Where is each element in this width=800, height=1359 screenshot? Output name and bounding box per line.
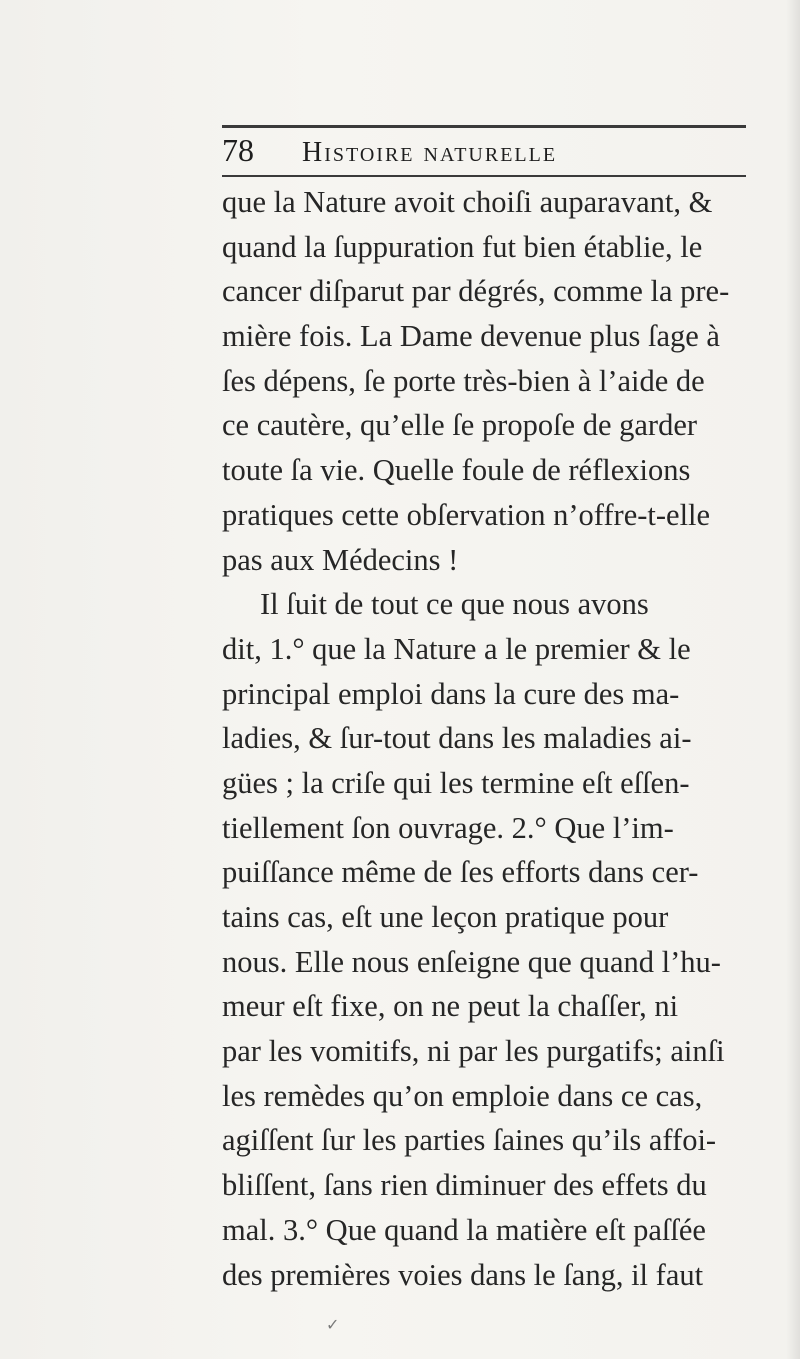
header-rule: [222, 175, 746, 177]
page-number: 78: [222, 132, 254, 168]
text-line: par les vomitifs, ni par les purgatifs; ainſi: [222, 1034, 725, 1069]
text-line: tains cas, eſt une leçon pratique pour: [222, 900, 669, 934]
pencil-tick-mark: ✓: [326, 1315, 340, 1334]
top-rule: [222, 125, 746, 128]
text-line: cancer diſparut par dégrés, comme la pre-: [222, 274, 730, 309]
text-line: des premières voies dans le ſang, il faut: [222, 1257, 704, 1292]
text-line: gües ; la criſe qui les termine eſt eſſen-: [222, 765, 690, 800]
body-text: [222, 180, 762, 1297]
text-line: que la Nature avoit choiſi auparavant, &: [222, 185, 713, 219]
text-line: ladies, & ſur-tout dans les maladies ai-: [222, 721, 692, 756]
text-line: quand la ſuppuration fut bien établie, le: [222, 229, 703, 264]
text-line: mière fois. La Dame devenue plus ſage à: [222, 319, 720, 354]
text-line: mal. 3.° Que quand la matière eſt paſſée: [222, 1212, 706, 1247]
text-line: dit, 1.° que la Nature a le premier & le: [222, 631, 691, 666]
text-line: agiſſent ſur les parties ſaines qu’ils affoi-: [222, 1123, 717, 1158]
page-header: [222, 132, 682, 172]
text-line: pratiques cette obſervation n’offre-t-elle: [222, 497, 711, 532]
running-title: Histoire naturelle: [302, 137, 558, 168]
text-line: pas aux Médecins !: [222, 542, 459, 577]
text-line: ſes dépens, ſe porte très-bien à l’aide de: [222, 363, 705, 398]
text-line: toute ſa vie. Quelle foule de réflexions: [222, 453, 691, 488]
page-edge-shadow: [786, 0, 800, 1359]
text-line: ce cautère, qu’elle ſe propoſe de garder: [222, 408, 698, 443]
text-line: puiſſance même de ſes efforts dans cer-: [222, 855, 699, 890]
text-line: nous. Elle nous enſeigne que quand l’hu-: [222, 944, 721, 979]
text-line: bliſſent, ſans rien diminuer des effets du: [222, 1168, 707, 1203]
text-line: meur eſt fixe, on ne peut la chaſſer, ni: [222, 989, 679, 1024]
text-line: les remèdes qu’on emploie dans ce cas,: [222, 1078, 703, 1113]
text-line: tiellement ſon ouvrage. 2.° Que l’im-: [222, 810, 674, 845]
text-line: Il ſuit de tout ce que nous avons: [260, 587, 649, 622]
text-line: principal emploi dans la cure des ma-: [222, 676, 680, 711]
